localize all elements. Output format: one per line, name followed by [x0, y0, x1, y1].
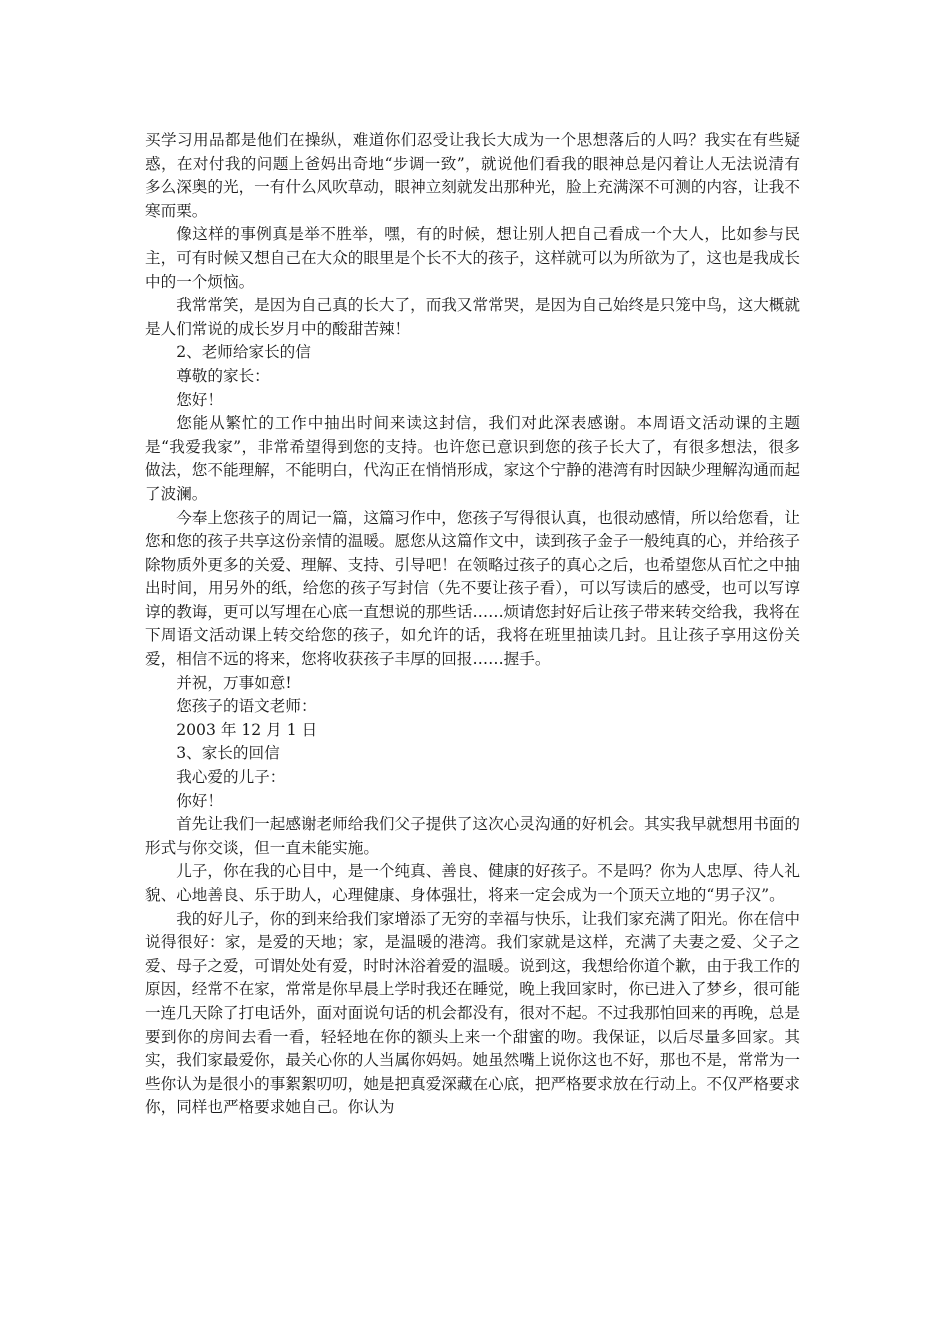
letter-date: 2003 年 12 月 1 日	[176, 720, 318, 739]
paragraph: 儿子，你在我的心目中，是一个纯真、善良、健康的好孩子。不是吗？你为人忠厚、待人礼貌、心地善良、乐于助人，心理健康、身体强壮，将来一定会成为一个顶天立地的“男子汉”。	[145, 862, 800, 904]
paragraph: 您能从繁忙的工作中抽出时间来读这封信，我们对此深表感谢。本周语文活动课的主题是“我爱我家”，非常希望得到您的支持。也许您已意识到您的孩子长大了，有很多想法，很多做法，您不能理解，不能明白，代沟正在悄悄形成，家这个宁静的港湾有时因缺少理解沟通而起了波澜。	[145, 414, 800, 503]
letter-salutation: 尊敬的家长：	[176, 366, 270, 385]
letter-salutation: 我心爱的儿子：	[176, 768, 286, 787]
paragraph: 我的好儿子，你的到来给我们家增添了无穷的幸福与快乐，让我们家充满了阳光。你在信中说得很好：家，是爱的天地；家，是温暖的港湾。我们家就是这样，充满了夫妻之爱、父子之爱、母子之爱，可谓处处有爱，时时沐浴着爱的温暖。说到这，我想给你道个歉，由于我工作的原因，经常不在家，常常是你早晨上学时我还在睡觉，晚上我回家时，你已进入了梦乡，很可能一连几天除了打电话外，面对面说句话的机会都没有，很对不起。不过我那怕回来的再晚，总是要到你的房间去看一看，轻轻地在你的额头上来一个甜蜜的吻。我保证，以后尽量多回家。其实，我们家最爱你，最关心你的人当属你妈妈。她虽然嘴上说你这也不好，那也不是，常常为一些你认为是很小的事絮絮叨叨，她是把真爱深藏在心底，把严格要求放在行动上。不仅严格要求你，同样也严格要求她自己。你认为	[145, 909, 800, 1117]
paragraph: 像这样的事例真是举不胜举，嘿，有的时候，想让别人把自己看成一个大人，比如参与民主，可有时候又想自己在大众的眼里是个长不大的孩子，这样就可以为所欲为了，这也是我成长中的一个烦恼。	[145, 225, 800, 291]
letter-signature: 您孩子的语文老师：	[176, 697, 317, 716]
document-body	[145, 129, 800, 1120]
section-heading-teacher-letter: 2、老师给家长的信	[176, 343, 311, 362]
section-heading-parent-reply: 3、家长的回信	[176, 744, 280, 763]
letter-greeting: 您好！	[176, 390, 223, 409]
paragraph-continued: 买学习用品都是他们在操纵，难道你们忍受让我长大成为一个思想落后的人吗？我实在有些疑惑，在对付我的问题上爸妈出奇地“步调一致”，就说他们看我的眼神总是闪着让人无法说清有多么深奥的光，一有什么风吹草动，眼神立刻就发出那种光，脸上充满深不可测的内容，让我不寒而栗。	[145, 131, 800, 220]
letter-greeting: 你好！	[176, 791, 223, 810]
paragraph: 我常常笑，是因为自己真的长大了，而我又常常哭，是因为自己始终是只笼中鸟，这大概就是人们常说的成长岁月中的酸甜苦辣！	[145, 296, 800, 338]
letter-closing: 并祝，万事如意!	[176, 673, 292, 692]
paragraph: 今奉上您孩子的周记一篇，这篇习作中，您孩子写得很认真，也很动感情，所以给您看，让您和您的孩子共享这份亲情的温暖。愿您从这篇作文中，读到孩子金子一般纯真的心，并给孩子除物质外更多的关爱、理解、支持、引导吧！在领略过孩子的真心之后，也希望您从百忙之中抽出时间，用另外的纸，给您的孩子写封信（先不要让孩子看），可以写读后的感受，也可以写谆谆的教诲，更可以写埋在心底一直想说的那些话……烦请您封好后让孩子带来转交给我，我将在下周语文活动课上转交给您的孩子，如允许的话，我将在班里抽读几封。且让孩子享用这份关爱，相信不远的将来，您将收获孩子丰厚的回报……握手。	[145, 508, 800, 669]
paragraph: 首先让我们一起感谢老师给我们父子提供了这次心灵沟通的好机会。其实我早就想用书面的形式与你交谈，但一直未能实施。	[145, 815, 800, 857]
